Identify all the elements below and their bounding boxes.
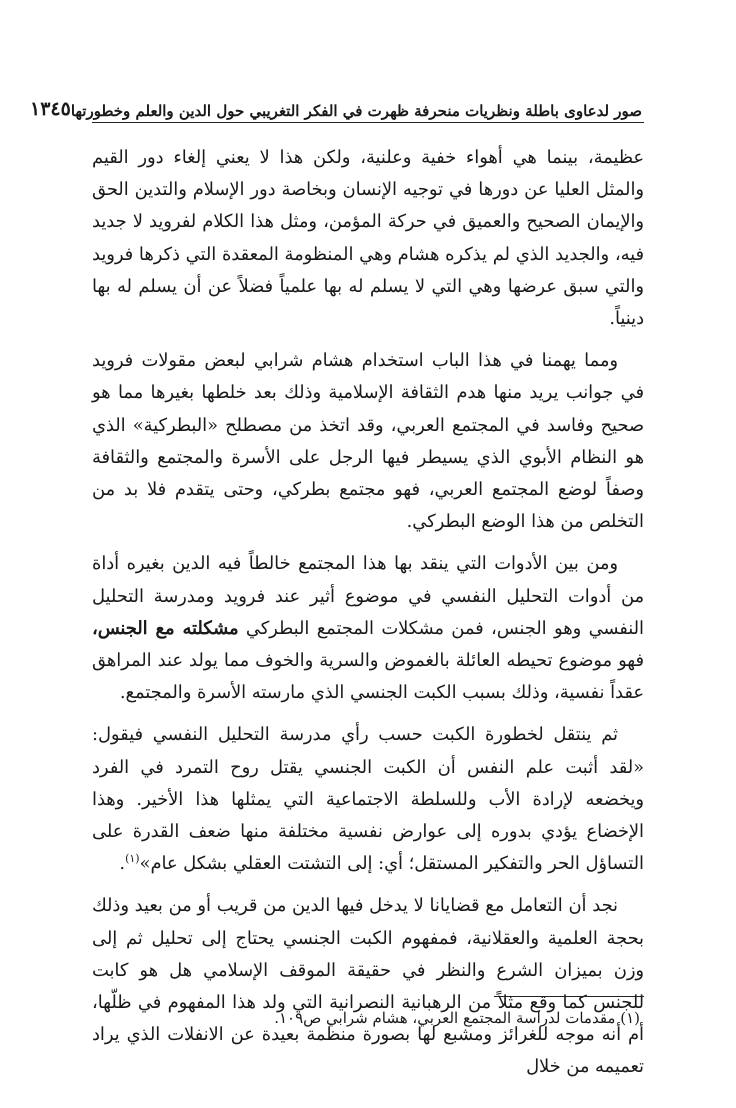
- paragraph-3: [92, 548, 644, 709]
- page-number: ١٣٤٥: [29, 98, 71, 120]
- paragraph-4-part-2: .: [119, 853, 126, 875]
- paragraph-4-part-1: ثم ينتقل لخطورة الكبت حسب رأي مدرسة التحليل النفسي فيقول: «لقد أثبت علم النفس أن الكبت الجنسي يقتل روح التمرد في الفرد ويخضعه لإرادة الأب وللسلطة الاجتماعية التي يمثلها هذا الأخير. وهذا الإخضاع يؤدي بدوره إلى عوارض نفسية مختلفة منها ضعف القدرة على التساؤل الحر والتفكير المستقل؛ أي: إلى التشتت العقلي بشكل عام»: [92, 724, 644, 875]
- footnote: (١) مقدمات لدراسة المجتمع العربي، هشام شرابي ص١٠٩.: [274, 1009, 640, 1027]
- paragraph-1: عظيمة، بينما هي أهواء خفية وعلنية، ولكن هذا لا يعني إلغاء دور القيم والمثل العليا عن دورها في توجيه الإنسان وبخاصة دور الإسلام والتدين الحق والإيمان الصحيح والعميق في حركة المؤمن، ومثل هذا الكلام لفرويد لا جديد فيه، والجديد الذي لم يذكره هشام وهي المنظومة المعقدة التي ذكرها فرويد والتي سبق عرضها وهي التي لا يسلم له بها علمياً فضلاً عن أن يسلم له بها دينياً.: [92, 147, 644, 330]
- paragraph-5: نجد أن التعامل مع قضايانا لا يدخل فيها الدين من قريب أو من بعيد وذلك بحجة العلمية والعقلانية، فمفهوم الكبت الجنسي يحتاج إلى تحليل ثم إلى وزن بميزان الشرع والنظر في حقيقة الموقف الإسلامي هل هو كابت للجنس كما وقع مثلاً من الرهبانية النصرانية التي ولد هذا المفهوم في ظلّها، أم أنه موجه للغرائز ومشبع لها بصورة منظمة بعيدة عن الانفلات الذي يراد تعميمه من خلال: [92, 895, 644, 1078]
- running-header: [29, 88, 642, 120]
- paragraph-3-part-1: ومن بين الأدوات التي ينقد بها هذا المجتمع خالطاً فيه الدين بغيره أداة من أدوات التحليل النفسي في موضوع أثير عند فرويد ومدرسة التحليل النفسي وهو الجنس، فمن مشكلات المجتمع البطركي: [92, 553, 644, 639]
- header-rule: [92, 122, 644, 123]
- footnote-rule: [494, 996, 644, 997]
- paragraph-2: ومما يهمنا في هذا الباب استخدام هشام شرابي لبعض مقولات فرويد في جوانب يريد منها هدم الثقافة الإسلامية وذلك بعد خلطها بغيرها مما هو صحيح وفاسد في المجتمع العربي، وقد اتخذ من مصطلح «البطركية» الذي هو النظام الأبوي الذي يسيطر فيها الرجل على الأسرة والمجتمع والثقافة وصفاً لوضع المجتمع العربي، فهو مجتمع بطركي، وحتى يتقدم فلا بد من التخلص من هذا الوضع البطركي.: [92, 350, 644, 533]
- paragraph-3-bold: مشكلته مع الجنس،: [92, 617, 239, 639]
- header-title: صور لدعاوى باطلة ونظريات منحرفة ظهرت في الفكر التغريبي حول الدين والعلم وخطورتها: [70, 102, 642, 120]
- body-text: [92, 142, 644, 1094]
- paragraph-3-part-2: فهو موضوع تحيطه العائلة بالغموض والسرية والخوف مما يولد عند المراهق عقداً نفسية، وذلك بسبب الكبت الجنسي الذي مارسته الأسرة والمجتمع.: [92, 650, 644, 704]
- paragraph-4: [92, 719, 644, 880]
- footnote-reference[interactable]: (١): [125, 852, 140, 866]
